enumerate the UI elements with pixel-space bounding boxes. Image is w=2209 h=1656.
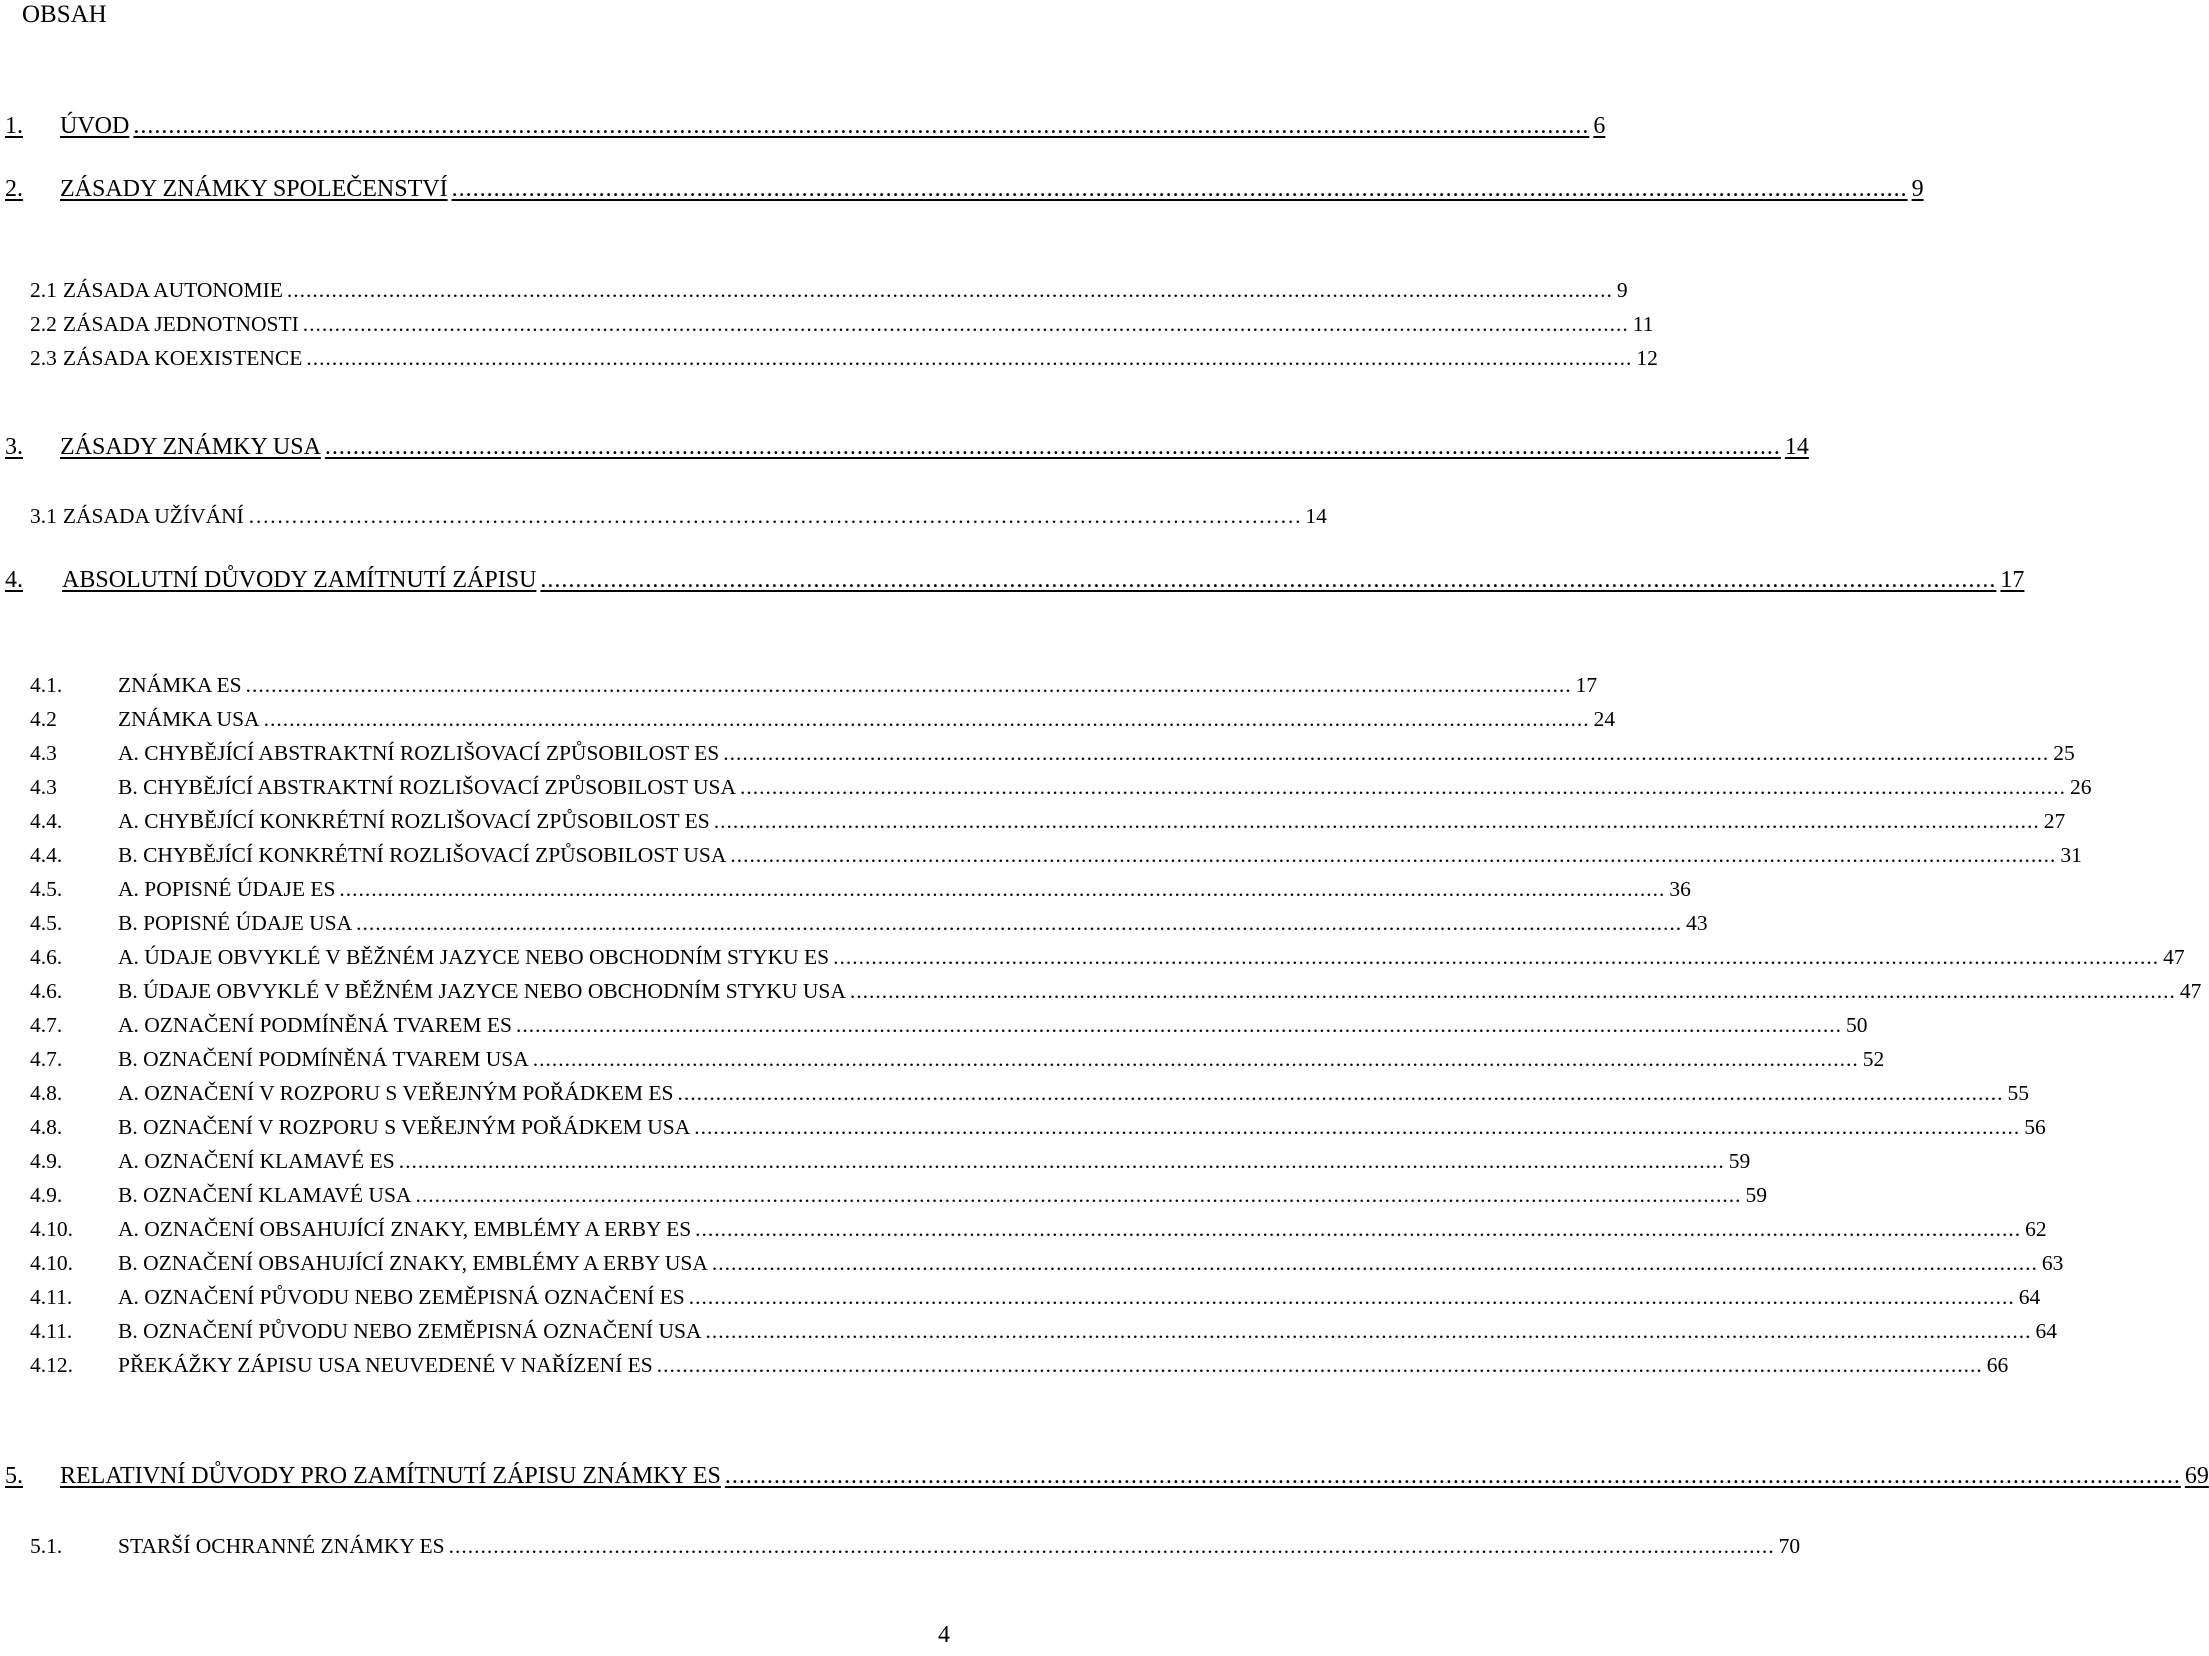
toc-title: PŘEKÁŽKY ZÁPISU USA NEUVEDENÉ V NAŘÍZENÍ ES <box>118 1353 653 1377</box>
toc-title: ZÁSADA JEDNOTNOSTI <box>62 312 299 336</box>
toc-title: ABSOLUTNÍ DŮVODY ZAMÍTNUTÍ ZÁPISU <box>62 567 537 593</box>
toc-number: 4.10. <box>30 1217 73 1241</box>
toc-title: A. CHYBĚJÍCÍ KONKRÉTNÍ ROZLIŠOVACÍ ZPŮSOBILOST ES <box>118 809 710 833</box>
toc-page: 25 <box>2053 741 2075 765</box>
toc-number: 4.7. <box>30 1047 63 1071</box>
toc-number: 4.2 <box>30 707 57 731</box>
toc-page: 12 <box>1636 346 1658 370</box>
toc-number: 2.2 <box>30 312 57 336</box>
toc-number: 4.11. <box>30 1285 73 1309</box>
dot-leader <box>540 566 1996 594</box>
toc-entry-4-10a[interactable] <box>30 1213 2047 1243</box>
toc-number: 4.10. <box>30 1251 73 1275</box>
toc-title: B. OZNAČENÍ KLAMAVÉ USA <box>118 1183 412 1207</box>
toc-title: A. CHYBĚJÍCÍ ABSTRAKTNÍ ROZLIŠOVACÍ ZPŮSOBILOST ES <box>118 741 720 765</box>
toc-entry-4-6a[interactable] <box>30 941 2185 971</box>
toc-title: A. OZNAČENÍ V ROZPORU S VEŘEJNÝM POŘÁDKEM ES <box>118 1081 674 1105</box>
dot-leader <box>533 1045 1859 1073</box>
toc-page: 14 <box>1305 504 1327 528</box>
toc-page: 31 <box>2060 843 2082 867</box>
toc-title: A. OZNAČENÍ KLAMAVÉ ES <box>118 1149 395 1173</box>
toc-title: B. OZNAČENÍ PODMÍNĚNÁ TVAREM USA <box>118 1047 529 1071</box>
toc-title: B. ÚDAJE OBVYKLÉ V BĚŽNÉM JAZYCE NEBO OBCHODNÍM STYKU USA <box>118 979 846 1003</box>
dot-leader <box>677 1079 2003 1107</box>
dot-leader <box>833 943 2159 971</box>
toc-number: 4.3 <box>30 775 57 799</box>
toc-page: 14 <box>1784 434 1809 460</box>
toc-page: 27 <box>2043 809 2066 833</box>
toc-entry-4-8b[interactable] <box>30 1111 2046 1141</box>
toc-page: 43 <box>1686 911 1708 935</box>
toc-heading: OBSAH <box>22 1 107 28</box>
toc-title: A. OZNAČENÍ PODMÍNĚNÁ TVAREM ES <box>118 1013 512 1037</box>
toc-entry-2-2[interactable] <box>30 308 1654 338</box>
toc-title: A. POPISNÉ ÚDAJE ES <box>118 877 336 901</box>
toc-title: B. OZNAČENÍ V ROZPORU S VEŘEJNÝM POŘÁDKEM USA <box>118 1115 691 1139</box>
toc-number: 4.5. <box>30 877 63 901</box>
toc-entry-4-4b[interactable] <box>30 839 2082 869</box>
dot-leader <box>516 1011 1842 1039</box>
toc-number: 3. <box>5 434 23 460</box>
toc-title: ZÁSADY ZNÁMKY USA <box>60 434 321 460</box>
toc-number: 4.5. <box>30 911 63 935</box>
dot-leader <box>714 807 2040 835</box>
toc-entry-2[interactable] <box>5 173 1924 203</box>
toc-entry-5-1[interactable] <box>30 1530 1801 1560</box>
toc-page: 62 <box>2025 1217 2047 1241</box>
dot-leader <box>452 175 1908 203</box>
toc-title: A. OZNAČENÍ PŮVODU NEBO ZEMĚPISNÁ OZNAČENÍ ES <box>118 1285 685 1309</box>
dot-leader <box>246 671 1572 699</box>
dot-leader <box>730 841 2056 869</box>
toc-number: 2. <box>5 176 23 202</box>
toc-number: 4.8. <box>30 1115 63 1139</box>
toc-number: 4.7. <box>30 1013 63 1037</box>
toc-title: ZÁSADY ZNÁMKY SPOLEČENSTVÍ <box>60 176 448 202</box>
dot-leader <box>712 1249 2038 1277</box>
toc-title: ZNÁMKA USA <box>118 707 260 731</box>
dot-leader <box>248 502 1302 530</box>
toc-title: ÚVOD <box>60 113 130 139</box>
dot-leader <box>264 705 1590 733</box>
toc-number: 4.8. <box>30 1081 63 1105</box>
toc-entry-3[interactable] <box>5 431 1809 461</box>
dot-leader <box>740 773 2066 801</box>
dot-leader <box>725 1462 2181 1490</box>
toc-entry-3-1[interactable] <box>30 500 1327 530</box>
toc-number: 4.1. <box>30 673 63 697</box>
toc-entry-4-4a[interactable] <box>30 805 2066 835</box>
toc-page: 50 <box>1845 1013 1868 1037</box>
toc-title: STARŠÍ OCHRANNÉ ZNÁMKY ES <box>118 1534 445 1558</box>
toc-page: 55 <box>2007 1081 2029 1105</box>
toc-entry-4-5a[interactable] <box>30 873 1691 903</box>
toc-entry-4-2[interactable] <box>30 703 1616 733</box>
toc-page: 6 <box>1593 113 1606 139</box>
toc-entry-4-3b[interactable] <box>30 771 2092 801</box>
toc-number: 4.12. <box>30 1353 73 1377</box>
toc-page: 47 <box>2179 979 2202 1003</box>
toc-entry-4-9b[interactable] <box>30 1179 1767 1209</box>
toc-number: 4.6. <box>30 945 63 969</box>
toc-entry-5[interactable] <box>5 1460 2209 1490</box>
toc-number: 4.4. <box>30 843 63 867</box>
toc-number: 4.4. <box>30 809 63 833</box>
toc-number: 4.9. <box>30 1149 63 1173</box>
toc-page: 9 <box>1616 278 1628 302</box>
toc-page: 17 <box>2000 567 2025 593</box>
dot-leader <box>415 1181 1741 1209</box>
dot-leader <box>449 1532 1775 1560</box>
toc-title: A. ÚDAJE OBVYKLÉ V BĚŽNÉM JAZYCE NEBO OBCHODNÍM STYKU ES <box>118 945 830 969</box>
toc-page: 64 <box>2018 1285 2041 1309</box>
toc-page: 9 <box>1911 176 1924 202</box>
toc-entry-4-12[interactable] <box>30 1349 2009 1379</box>
toc-entry-4-3a[interactable] <box>30 737 2075 767</box>
toc-title: ZNÁMKA ES <box>118 673 242 697</box>
toc-entry-4-9a[interactable] <box>30 1145 1751 1175</box>
toc-entry-4[interactable] <box>5 564 2025 594</box>
toc-number: 4.6. <box>30 979 63 1003</box>
toc-title: B. CHYBĚJÍCÍ ABSTRAKTNÍ ROZLIŠOVACÍ ZPŮSOBILOST USA <box>118 775 736 799</box>
toc-page: 11 <box>1632 312 1654 336</box>
toc-title: B. CHYBĚJÍCÍ KONKRÉTNÍ ROZLIŠOVACÍ ZPŮSOBILOST USA <box>118 843 727 867</box>
dot-leader <box>303 310 1629 338</box>
toc-entry-4-5b[interactable] <box>30 907 1708 937</box>
toc-page: 17 <box>1575 673 1598 697</box>
toc-entry-4-11b[interactable] <box>30 1315 2057 1345</box>
toc-title: B. OZNAČENÍ PŮVODU NEBO ZEMĚPISNÁ OZNAČENÍ USA <box>118 1319 702 1343</box>
toc-page: 47 <box>2163 945 2185 969</box>
toc-page: 59 <box>1745 1183 1767 1207</box>
toc-page: 64 <box>2035 1319 2057 1343</box>
toc-title: B. OZNAČENÍ OBSAHUJÍCÍ ZNAKY, EMBLÉMY A ERBY USA <box>118 1251 708 1275</box>
toc-title: ZÁSADA AUTONOMIE <box>62 278 283 302</box>
toc-number: 3.1 <box>30 504 57 528</box>
toc-number: 2.1 <box>30 278 57 302</box>
toc-number: 5.1. <box>30 1534 63 1558</box>
toc-number: 4.3 <box>30 741 57 765</box>
dot-leader <box>399 1147 1725 1175</box>
toc-entry-2-3[interactable] <box>30 342 1658 372</box>
toc-title: ZÁSADA UŽÍVÁNÍ <box>62 504 244 528</box>
toc-page: 36 <box>1669 877 1691 901</box>
toc-page: 59 <box>1728 1149 1751 1173</box>
toc-title: A. OZNAČENÍ OBSAHUJÍCÍ ZNAKY, EMBLÉMY A ERBY ES <box>118 1217 692 1241</box>
dot-leader <box>657 1351 1983 1379</box>
dot-leader <box>306 344 1632 372</box>
page-number: 4 <box>938 1622 950 1648</box>
toc-page: 70 <box>1778 1534 1801 1558</box>
toc-page: 56 <box>2024 1115 2046 1139</box>
toc-page: 52 <box>1862 1047 1885 1071</box>
toc-entry-4-11a[interactable] <box>30 1281 2041 1311</box>
dot-leader <box>356 909 1682 937</box>
toc-entry-4-7b[interactable] <box>30 1043 1885 1073</box>
toc-entry-4-6b[interactable] <box>30 975 2202 1005</box>
toc-number: 2.3 <box>30 346 57 370</box>
toc-number: 4. <box>5 567 23 593</box>
toc-entry-4-1[interactable] <box>30 669 1598 699</box>
dot-leader <box>705 1317 2031 1345</box>
dot-leader <box>325 433 1781 461</box>
dot-leader <box>133 112 1589 140</box>
toc-page: 69 <box>2184 1463 2209 1489</box>
dot-leader <box>689 1283 2015 1311</box>
toc-number: 4.9. <box>30 1183 63 1207</box>
toc-page: 24 <box>1593 707 1616 731</box>
toc-page: 26 <box>2070 775 2092 799</box>
toc-entry-4-8a[interactable] <box>30 1077 2029 1107</box>
toc-page: 66 <box>1986 1353 2009 1377</box>
toc-entry-2-1[interactable] <box>30 274 1628 304</box>
dot-leader <box>723 739 2049 767</box>
toc-page: 63 <box>2041 1251 2064 1275</box>
toc-number: 5. <box>5 1463 23 1489</box>
toc-entry-4-10b[interactable] <box>30 1247 2064 1277</box>
dot-leader <box>339 875 1665 903</box>
dot-leader <box>287 276 1613 304</box>
toc-title: RELATIVNÍ DŮVODY PRO ZAMÍTNUTÍ ZÁPISU ZNÁMKY ES <box>60 1463 721 1489</box>
toc-title: ZÁSADA KOEXISTENCE <box>62 346 303 370</box>
dot-leader <box>695 1215 2021 1243</box>
toc-entry-1[interactable] <box>5 110 1606 140</box>
dot-leader <box>694 1113 2020 1141</box>
toc-number: 1. <box>5 113 23 139</box>
toc-number: 4.11. <box>30 1319 73 1343</box>
toc-title: B. POPISNÉ ÚDAJE USA <box>118 911 353 935</box>
toc-entry-4-7a[interactable] <box>30 1009 1868 1039</box>
dot-leader <box>850 977 2176 1005</box>
